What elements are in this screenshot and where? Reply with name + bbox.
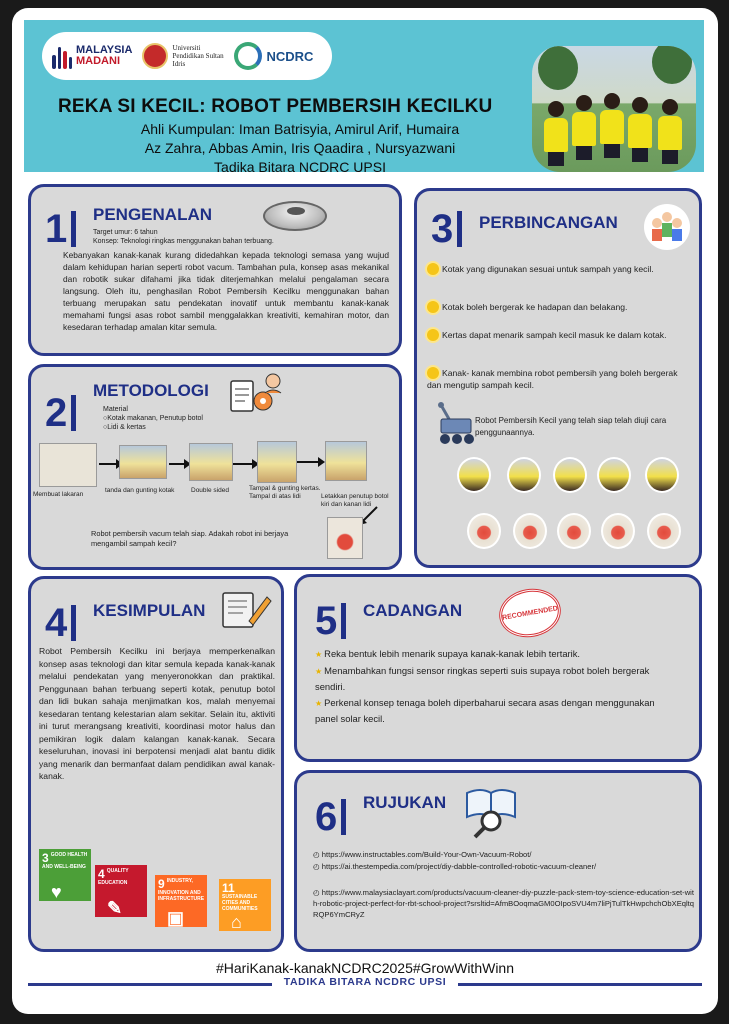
sdg-3-icon: 3 GOOD HEALTH AND WELL-BEING ♥: [39, 849, 91, 901]
step-photo: [189, 443, 233, 481]
suggestion-point: ★ Menambahkan fungsi sensor ringkas seperti suis supaya robot boleh bergerak sendiri.: [315, 665, 650, 692]
star-icon: ★: [315, 667, 323, 676]
child-photo: [507, 457, 541, 493]
hashtags: #HariKanak-kanakNCDRC2025#GrowWithWinn: [216, 960, 514, 976]
lightbulb-icon: [427, 301, 439, 313]
section-title: METODOLOGI: [93, 381, 209, 400]
upsi-seal-icon: [142, 43, 168, 69]
section-number: 5: [315, 599, 338, 643]
reference-item: [313, 887, 695, 920]
child-photo: [457, 457, 491, 493]
arrow-right-icon: [233, 463, 257, 465]
section-rujukan: [294, 770, 702, 952]
reference-link[interactable]: https://ai.thestempedia.com/project/diy-dabble-controlled-robotic-vacuum-cleaner/: [321, 862, 597, 871]
robot-caption: Robot Pembersih Kecil yang telah siap telah diuji cara penggunaannya.: [475, 416, 667, 437]
step-caption: tanda dan gunting kotak: [105, 487, 175, 494]
arrow-right-icon: [99, 463, 121, 465]
section-title: RUJUKAN: [363, 793, 447, 812]
check-icon: ○: [103, 415, 108, 422]
sdg-9-icon: 9 INDUSTRY, INNOVATION AND INFRASTRUCTURE ▣: [155, 875, 207, 927]
madani-mark-icon: [52, 43, 72, 69]
robot-photo: [601, 513, 635, 549]
step-photo: [325, 441, 367, 481]
logo-malaysia-text: MALAYSIA: [76, 44, 133, 56]
link-icon: ◴: [313, 850, 322, 859]
link-icon: ◴: [313, 862, 322, 871]
arrow-right-icon: [297, 461, 323, 463]
robot-photo: [467, 513, 501, 549]
child-photo: [553, 457, 587, 493]
upsi-logo: [142, 43, 224, 69]
robot-photo: [557, 513, 591, 549]
members-line-1: Ahli Kumpulan: Iman Batrisyia, Amirul Arif, Humaira: [140, 121, 460, 137]
kesimpulan-body: Robot Pembersih Kecilku ini berjaya memperkenalkan konsep asas teknologi dan kitar semula kepada kanak-kanak melalui pendekatan yang menyeronokkan dan praktikal. Penggunaan bahan terbuang seperti kotak, penutup botol dan lidi bukan sahaja menjimatkan kos, malah menyemai kesedaran tentang kelestarian alam sekitar. Selain itu, aktiviti ini turut merangsang kreativiti, koordinasi motor halus dan pemikiran logik dalam kalangan kanak-kanak. Secara keseluruhan, inovasi ini berpotensi menjadi alat bantu didik yang menarik dan bermanfaat dalam pendidikan awal kanak-kanak.: [39, 646, 275, 781]
check-icon: ○: [103, 424, 108, 431]
section-number: 4: [45, 601, 68, 645]
ncdrc-mark-icon: [234, 42, 262, 70]
section-cadangan: [294, 574, 702, 762]
robot-photo: [647, 513, 681, 549]
finished-robot-photo: [327, 517, 363, 559]
group-members: [80, 120, 520, 177]
section-metodologi: [28, 364, 402, 570]
section-pengenalan: [28, 184, 402, 356]
concept-line: Konsep: Teknologi ringkas menggunakan bahan terbuang.: [93, 238, 274, 245]
lightbulb-icon: [427, 329, 439, 341]
section-title: PENGENALAN: [93, 205, 213, 224]
group-photo: [532, 46, 696, 172]
material-item: ○Lidi & kertas: [103, 424, 146, 431]
section-title: KESIMPULAN: [93, 601, 206, 620]
suggestion-point: ★ Perkenal konsep tenaga boleh diperbaharui secara asas dengan menggunakan panel solar kecil.: [315, 697, 655, 724]
material-item: ○Kotak makanan, Penutup botol: [103, 415, 203, 422]
robot-rover-icon: [433, 401, 477, 447]
link-icon: ◴: [313, 888, 322, 897]
step-caption: Tampal & gunting kertas. Tampal di atas lidi: [249, 485, 321, 500]
gear-process-icon: [227, 371, 287, 423]
section-title: PERBINCANGAN: [479, 213, 618, 232]
target-age: Target umur: 6 tahun: [93, 229, 158, 236]
section-number: 6: [315, 795, 338, 839]
logo-strip: [42, 32, 332, 80]
sdg-4-icon: 4 QUALITY EDUCATION ✎: [95, 865, 147, 917]
reference-link[interactable]: https://www.malaysiaclayart.com/products/vacuum-cleaner-diy-puzzle-pack-stem-toy-science-education-set-with-robotic-project-perfect-for-rbt-school-project?srsltid=AfmBOoqmaGM0OIpoSVU4m7liPjTulTkHwpchchObXEqltqRQP6YmCRyZ: [313, 888, 695, 919]
ncdrc-logo-text: NCDRC: [266, 48, 314, 64]
section-kesimpulan: [28, 576, 284, 952]
discussion-point: Kotak boleh bergerak ke hadapan dan belakang.: [427, 301, 689, 313]
robot-vacuum-icon: [263, 201, 327, 231]
section-number: 3: [431, 207, 454, 251]
metodologi-closing: Robot pembersih vacum telah siap. Adakah robot ini berjaya mengambil sampah kecil?: [91, 529, 289, 548]
recommended-stamp: RECOMMENDED: [495, 584, 564, 642]
poster: [12, 8, 718, 1014]
step-photo: [119, 445, 167, 479]
ncdrc-logo: [234, 42, 313, 70]
school-name: Tadika Bitara NCDRC UPSI: [214, 159, 386, 175]
discussion-point: Kertas dapat menarik sampah kecil masuk ke dalam kotak.: [427, 329, 689, 341]
pengenalan-body: Kebanyakan kanak-kanak kurang didedahkan kepada teknologi semasa yang wujud dalam kehidupan harian seperti robot vacum. Tambahan pula, konsep asas mekanikal dan robotik sukar difahami jika tidak diterjemahkan melalui pengalaman secara langsung. Oleh itu, penghasilan Robot Pembersih Kecilku menggunakan bahan terbuang merupakan satu pendekatan inovatif untuk membantu kanak-kanak memahami fungsi asas robot sambil menggalakkan kreativiti, kemahiran motor, dan kesedaran terhadap amalan kitar semula.: [63, 250, 389, 332]
child-photo: [597, 457, 631, 493]
lightbulb-icon: [427, 367, 439, 379]
step-caption: Double sided: [191, 487, 229, 494]
malaysia-madani-logo: [52, 43, 132, 69]
checklist-pencil-icon: [219, 587, 273, 631]
star-icon: ★: [315, 650, 323, 659]
material-label: Material: [103, 406, 128, 413]
step-photo: [39, 443, 97, 487]
reference-item: [313, 849, 695, 860]
star-icon: ★: [315, 699, 323, 708]
footer-school: TADIKA BITARA NCDRC UPSI: [283, 976, 447, 988]
section-title: CADANGAN: [363, 601, 463, 620]
section-number: 2: [45, 391, 68, 435]
upsi-logo-text: Universiti Pendidikan Sultan Idris: [172, 44, 224, 68]
header-banner: [24, 20, 704, 175]
section-perbincangan: [414, 188, 702, 568]
robot-photo: [513, 513, 547, 549]
lightbulb-icon: [427, 263, 439, 275]
sdg-11-icon: 11SUSTAINABLE CITIES AND COMMUNITIES ⌂: [219, 879, 271, 931]
discussion-group-icon: [643, 203, 691, 251]
step-photo: [257, 441, 297, 483]
logo-madani-text: MADANI: [76, 55, 120, 67]
book-magnifier-icon: [461, 779, 521, 841]
discussion-point: Kanak- kanak membina robot pembersih yang boleh bergerak dan mengutip sampah kecil.: [427, 368, 678, 390]
poster-title: REKA SI KECIL: ROBOT PEMBERSIH KECILKU: [58, 96, 493, 117]
step-caption: Letakkan penutup botol kiri dan kanan lidi: [321, 493, 389, 508]
reference-link[interactable]: https://www.instructables.com/Build-Your-Own-Vacuum-Robot/: [321, 850, 532, 859]
discussion-point: Kotak yang digunakan sesuai untuk sampah yang kecil.: [427, 263, 689, 275]
members-line-2: Az Zahra, Abbas Amin, Iris Qaadira , Nursyazwani: [144, 140, 456, 156]
step-caption: Membuat lakaran: [33, 491, 84, 498]
child-photo: [645, 457, 679, 493]
arrow-right-icon: [169, 463, 189, 465]
section-number: 1: [45, 207, 68, 251]
reference-item: [313, 861, 695, 872]
suggestion-point: ★ Reka bentuk lebih menarik supaya kanak-kanak lebih tertarik.: [315, 648, 581, 659]
